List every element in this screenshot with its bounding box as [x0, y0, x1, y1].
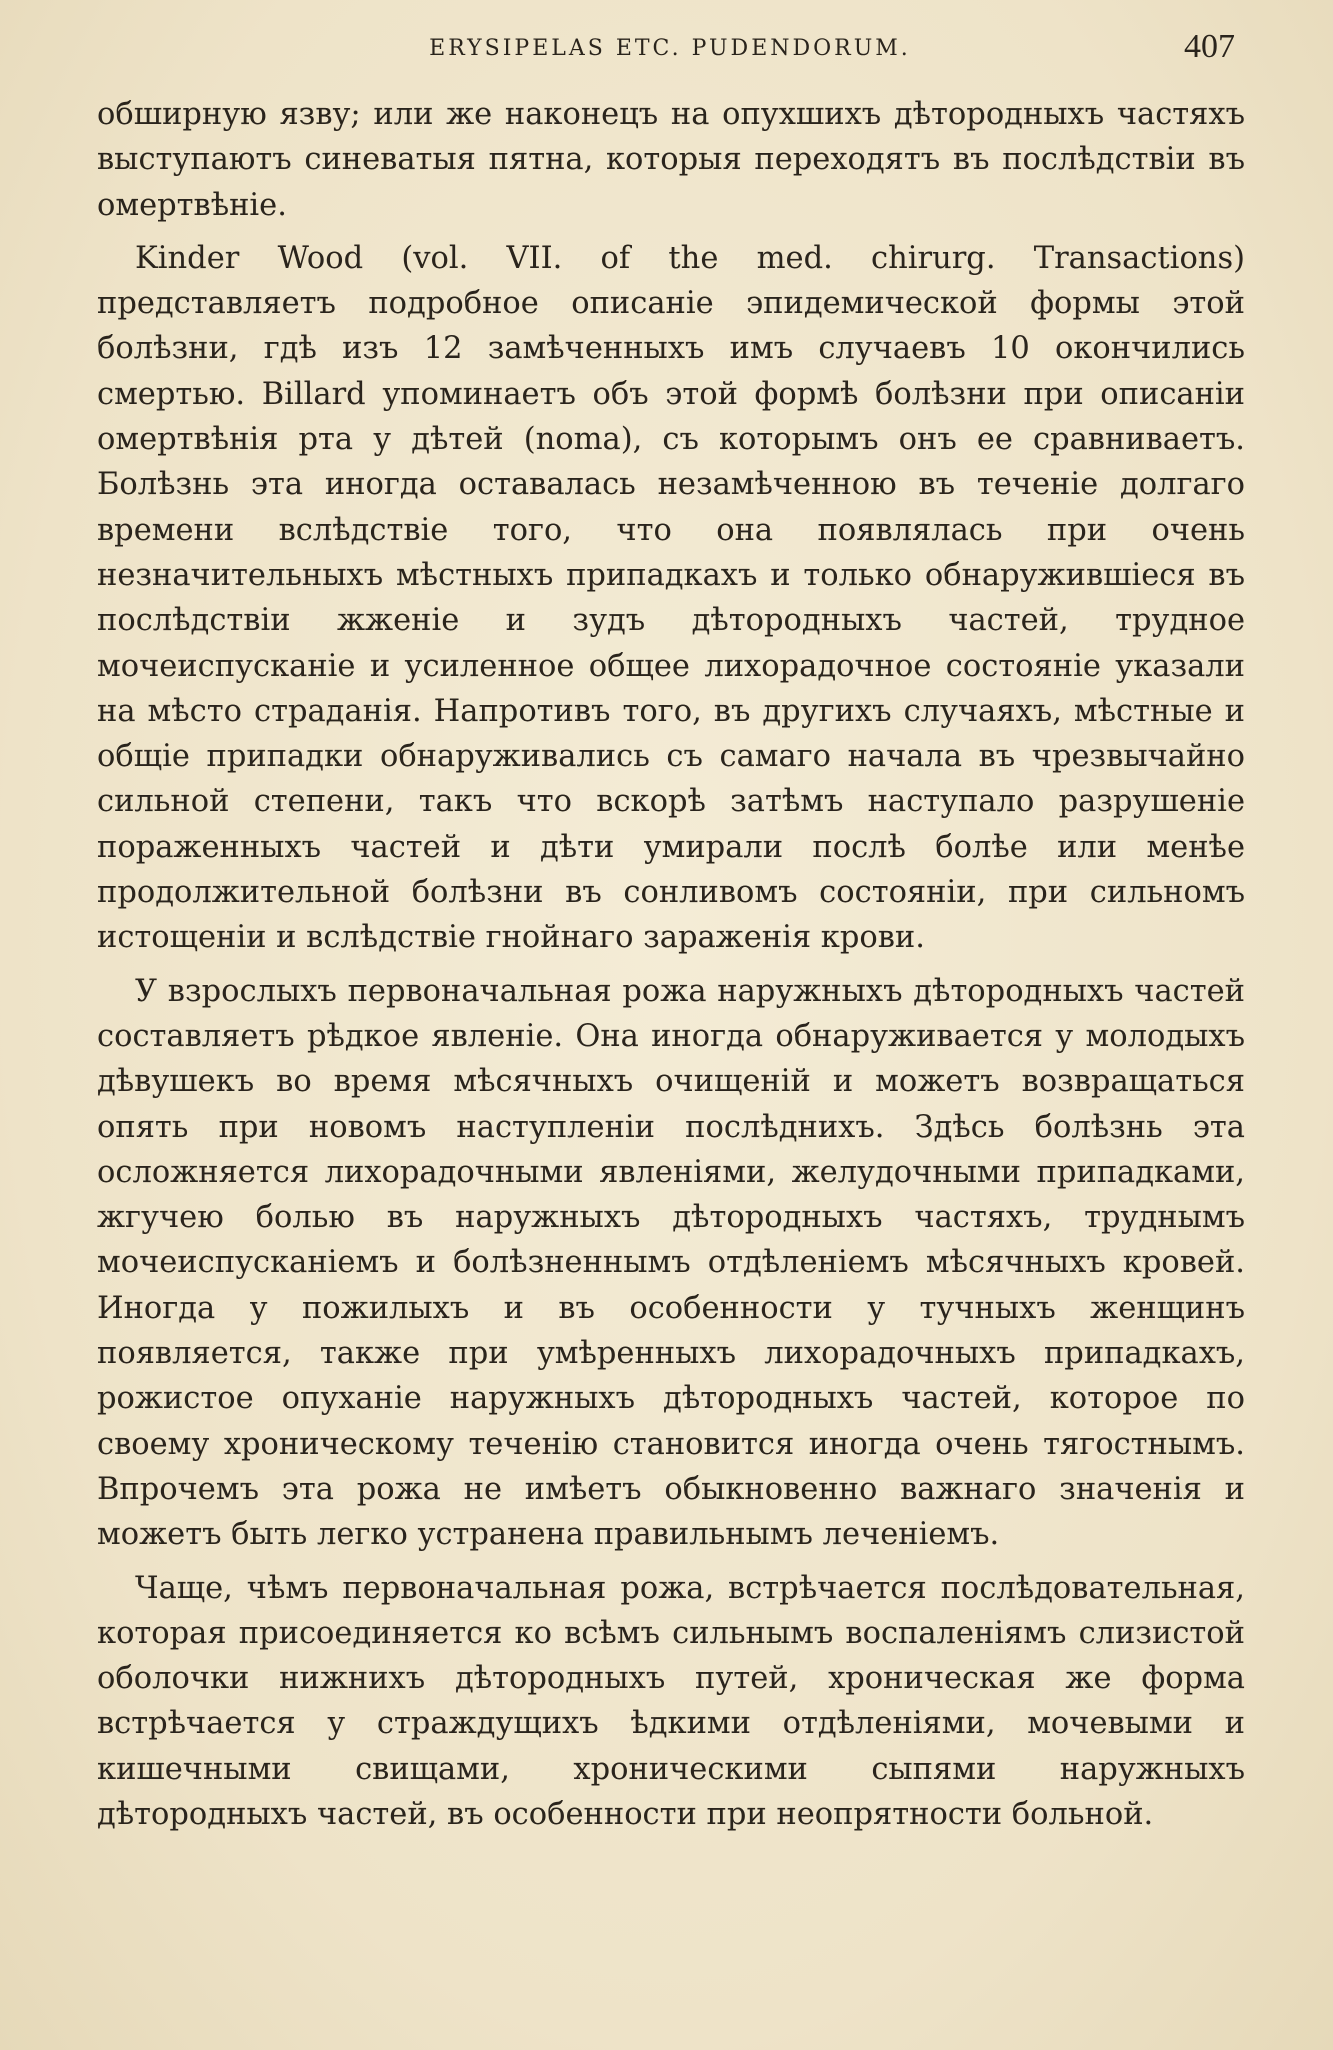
running-head	[95, 28, 1245, 68]
body-text	[97, 92, 1245, 1837]
paragraph: Kinder Wood (vol. VII. of the med. chirurg. Transactions) представляетъ подробное описаніе эпидемической формы этой болѣзни, гдѣ изъ 12 замѣченныхъ имъ случаевъ 10 окончились смертью. Billard упоминаетъ объ этой формѣ болѣзни при описаніи омертвѣнія рта у дѣтей (noma), съ которымъ онъ ее сравниваетъ. Болѣзнь эта иногда оставалась незамѣченною въ теченіе долгаго времени вслѣдствіе того, что она появлялась при очень незначительныхъ мѣстныхъ припадкахъ и только обнаружившіеся въ послѣдствіи жженіе и зудъ дѣтородныхъ частей, трудное мочеиспусканіе и усиленное общее лихорадочное состояніе указали на мѣсто страданія. Напротивъ того, въ другихъ случаяхъ, мѣстные и общіе припадки обнаруживались съ самаго начала въ чрезвычайно сильной степени, такъ что вскорѣ затѣмъ наступало разрушеніе пораженныхъ частей и дѣти умирали послѣ болѣе или менѣе продолжительной болѣзни въ сонливомъ состояніи, при сильномъ истощеніи и вслѣдствіе гнойнаго зараженія крови.	[97, 240, 1245, 956]
running-title: ERYSIPELAS ETC. PUDENDORUM.	[429, 36, 911, 61]
page-number: 407	[1184, 28, 1235, 65]
paragraph: Чаще, чѣмъ первоначальная рожа, встрѣчается послѣдовательная, которая присоединяется ко всѣмъ сильнымъ воспаленіямъ слизистой оболочки нижнихъ дѣтородныхъ путей, хроническая же форма встрѣчается у страждущихъ ѣдкими отдѣленіями, мочевыми и кишечными свищами, хроническими сыпями наружныхъ дѣтородныхъ частей, въ особенности при неопрятности больной.	[97, 1570, 1245, 1832]
paragraph: У взрослыхъ первоначальная рожа наружныхъ дѣтородныхъ частей составляетъ рѣдкое явленіе. Она иногда обнаруживается у молодыхъ дѣвушекъ во время мѣсячныхъ очищеній и можетъ возвращаться опять при новомъ наступленіи послѣднихъ. Здѣсь болѣзнь эта осложняется лихорадочными явленіями, желудочными припадками, жгучею болью въ наружныхъ дѣтородныхъ частяхъ, труднымъ мочеиспусканіемъ и болѣзненнымъ отдѣленіемъ мѣсячныхъ кровей. Иногда у пожилыхъ и въ особенности у тучныхъ женщинъ появляется, также при умѣренныхъ лихорадочныхъ припадкахъ, рожистое опуханіе наружныхъ дѣтородныхъ частей, которое по своему хроническому теченію становится иногда очень тягостнымъ. Впрочемъ эта рожа не имѣетъ обыкновенно важнаго значенія и можетъ быть легко устранена правильнымъ леченіемъ.	[97, 973, 1245, 1553]
paragraph-continuation: обширную язву; или же наконецъ на опухшихъ дѣтородныхъ частяхъ выступаютъ синеватыя пятна, которыя переходятъ въ послѣдствіи въ омертвѣніе.	[97, 97, 1245, 223]
